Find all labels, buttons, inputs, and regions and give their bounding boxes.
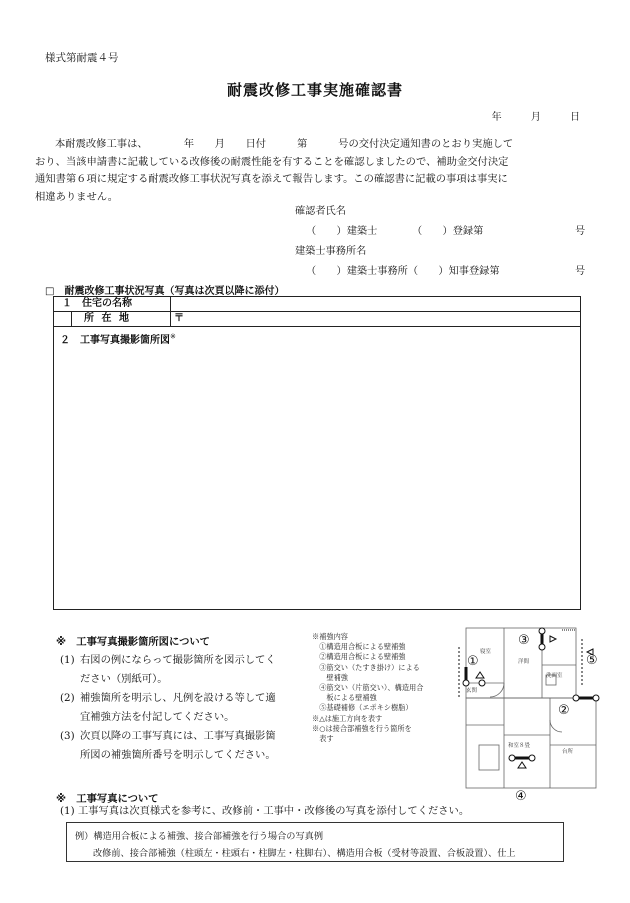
body-line-2: おり、当該申請書に記載している改修後の耐震性能を有することを確認しましたので、補助金交付決定 xyxy=(35,155,509,168)
plan-room-kitchen: 台所 xyxy=(562,749,574,755)
example-line-2: 改修前、接合部補強（柱頭左・柱頭右・柱脚左・柱脚右）、構造用合板（受材等設置、合板設置）、仕上 xyxy=(93,848,516,859)
body-line-3: 通知書第６項に規定する耐震改修工事状況写真を添えて報告します。この確認書に記載の事項は事実に xyxy=(35,173,508,185)
signer-architect-class: （ ）建築士 xyxy=(306,226,378,237)
date-line xyxy=(492,108,580,123)
date-day-label: 日 xyxy=(570,112,580,123)
photo-location-note-mark: ※ xyxy=(170,332,176,341)
note-item-1: (1) 右図の例にならって撮影箇所を図示してく ださい（別紙可）。 xyxy=(60,654,276,685)
notes-photo-location-heading: ※ 工事写真撮影箇所図について xyxy=(56,636,210,648)
body-paragraph xyxy=(35,136,585,206)
photo-table xyxy=(53,296,581,610)
body-line-4: 相違ありません。 xyxy=(35,190,118,203)
signer-office-suffix: 号 xyxy=(575,266,586,277)
body-line-1: 本耐震改修工事は、 年 月 日付 第 号の交付決定通知書のとおり実施して xyxy=(55,138,514,150)
floor-plan-example xyxy=(454,625,600,803)
signer-office-label: 建築士事務所名 xyxy=(295,246,367,257)
signer-registration-suffix: 号 xyxy=(575,226,586,237)
plan-room-tatami: 和室８畳 xyxy=(508,743,531,749)
plan-marker-4: ④ xyxy=(515,789,527,803)
photo-location-label: ２ 工事写真撮影箇所図※ xyxy=(60,332,176,346)
reinforcement-legend: ※補強内容 ①構造用合板による壁補強 ②構造用合板による壁補強 ③筋交い（たすき掛け）による 壁補強 ④筋交い（片筋交い）、構造用合 板による壁補強 ⑤基礎補修（エポキシ樹脂） ※△は施工方向を表す ※○は接合部補強を行う箇所を 表す xyxy=(312,632,424,744)
form-number: 様式第耐震４号 xyxy=(45,52,119,64)
notes-photo-location-list xyxy=(60,651,310,765)
note-item-2: (2) 補強箇所を明示し、凡例を設ける等して適 宜補強方法を付記してください。 xyxy=(60,692,276,723)
notes-photo-item-1: (1) 工事写真は次頁様式を参考に、改修前・工事中・改修後の写真を添付してください。 xyxy=(60,805,470,817)
plan-room-entrance: 玄関 xyxy=(466,688,478,694)
plan-room-washroom: 洗面室 xyxy=(546,673,563,679)
postal-mark: 〒 xyxy=(174,313,184,324)
page-title: 耐震改修工事実施確認書 xyxy=(226,81,403,99)
photo-example-box xyxy=(66,822,564,862)
table-row-address xyxy=(54,312,580,327)
plan-marker-5: ⑤ xyxy=(586,653,598,668)
date-month-label: 月 xyxy=(530,112,541,123)
plan-room-western: 洋間 xyxy=(518,659,530,665)
signer-name-label: 確認者氏名 xyxy=(295,206,346,217)
plan-marker-3: ③ xyxy=(518,633,530,648)
plan-marker-1: ① xyxy=(467,654,479,669)
table-row-name xyxy=(54,297,580,312)
address-label: 所 在 地 xyxy=(84,313,131,324)
section-title: □ 耐震改修工事状況写真（写真は次頁以降に添付） xyxy=(45,286,285,297)
signer-office-registration: （ ）建築士事務所（ ）知事登録第 xyxy=(306,266,500,277)
note-item-3: (3) 次頁以降の工事写真には、工事写真撮影箇 所図の補強箇所番号を明示してください。 xyxy=(60,730,276,761)
house-name-label: １ 住宅の名称 xyxy=(62,298,132,309)
notes-photo-heading: ※ 工事写真について xyxy=(56,793,159,805)
plan-room-bedroom: 寝室 xyxy=(480,649,492,655)
plan-marker-2: ② xyxy=(558,703,570,718)
example-line-1: 例）構造用合板による補強、接合部補強を行う場合の写真例 xyxy=(75,831,324,842)
signer-registration: （ ）登録第 xyxy=(412,226,484,237)
date-year-label: 年 xyxy=(491,112,502,123)
